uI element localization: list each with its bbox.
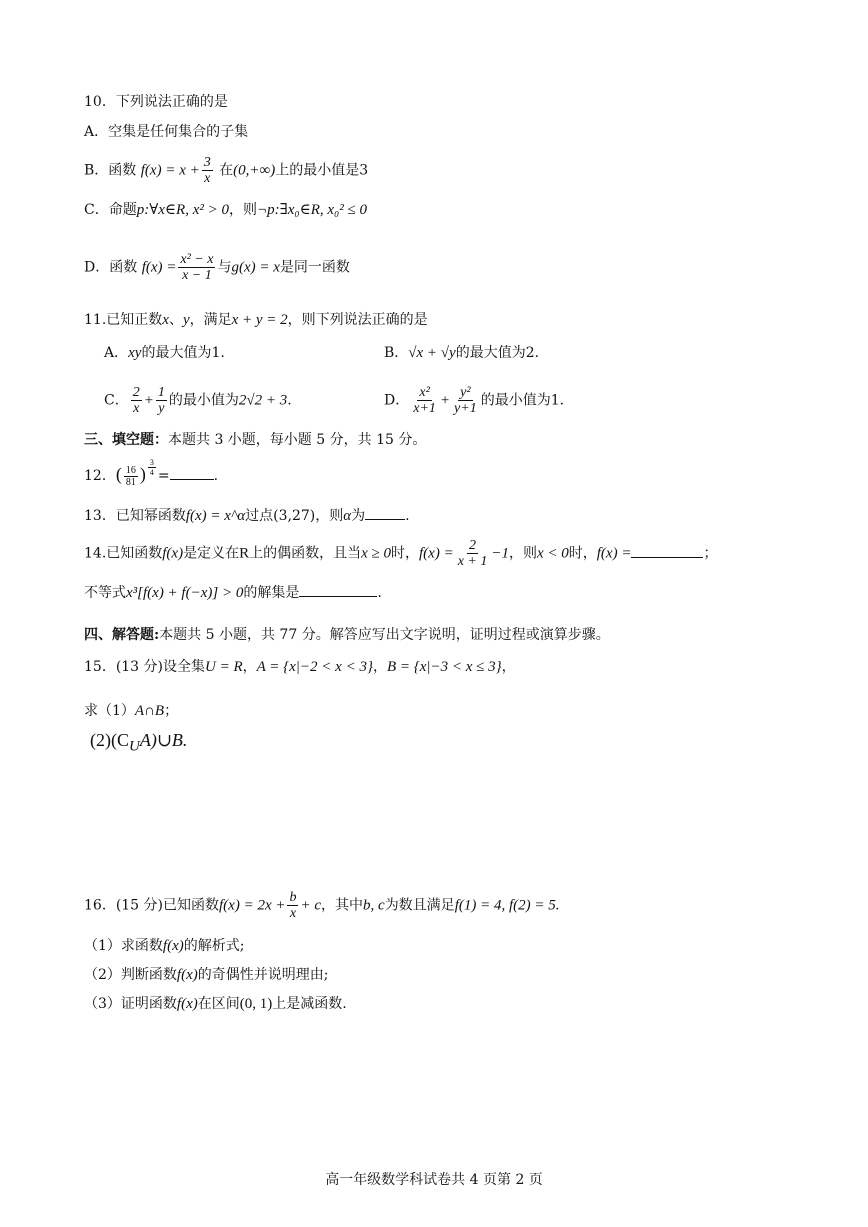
q16-function: f(x) = 2x + [219, 897, 286, 914]
q10-b-frac-den: x [204, 171, 211, 186]
q14-mid4: ，则 [508, 545, 537, 562]
q15-universe: U = R [205, 659, 243, 675]
q11-d-text: 的最小值为1. [480, 392, 565, 409]
q10-option-d [84, 252, 350, 283]
q16-plus-c: + c [300, 897, 322, 914]
q10-stem: 10．下列说法正确的是 [84, 94, 228, 110]
q12-base-den: 81 [125, 476, 136, 488]
q12-equals: = [157, 468, 170, 484]
q11-option-c [104, 385, 292, 416]
q12-end: . [213, 468, 219, 484]
q16-i3-pre: （3）证明函数 [84, 996, 177, 1012]
section-4-title: 四、解答题: [84, 627, 160, 643]
q15-sep: ， [242, 659, 257, 675]
q11-b-label: B． [384, 345, 409, 361]
q10-b-frac-num: 3 [203, 155, 211, 170]
q15-prefix: 15．(13 分)设全集 [84, 659, 206, 675]
q11-c-frac2-num: 1 [157, 385, 165, 400]
section-3-desc: 本题共 3 小题，每小题 5 分，共 15 分。 [168, 432, 427, 448]
q12: 12．( $\frac{16}{81}$ ) $\frac{3}{4}$ = . [84, 458, 219, 488]
q10-b-interval: (0,+∞) [233, 162, 276, 179]
q10-c-negation: ¬p:∃x₀∈R, x₀² ≤ 0 [256, 202, 367, 218]
q16-mid2: 为数且满足 [384, 897, 455, 914]
q11-option-a [104, 343, 225, 363]
q16-i2-post: 的奇偶性并说明理由; [197, 967, 329, 983]
q12-prefix: 12． [84, 468, 116, 484]
q11-option-b [384, 343, 539, 363]
q13-alpha: α [343, 508, 352, 524]
q14-fx: f(x) [162, 545, 184, 562]
q15-part1-expr: A∩B [134, 703, 165, 719]
q16-condition: f(1) = 4, f(2) = 5. [454, 897, 560, 914]
section-3-title: 三、填空题： [84, 432, 168, 448]
q16-i1-pre: （1）求函数 [84, 938, 163, 954]
q11-a-expr: xy [128, 345, 142, 361]
q15-part2-open: (2)(C [90, 730, 129, 750]
q14-fx3: f(x) = [596, 545, 632, 562]
q10-d-function: f(x) = [141, 259, 177, 276]
q12-base [124, 465, 138, 488]
q11-c-frac1-den: x [133, 401, 140, 416]
q16-i1-post: 的解析式; [183, 938, 245, 954]
q11-c-end: . [287, 392, 292, 409]
q15-set-a: A = {x|−2 < x < 3} [256, 659, 373, 675]
q14-fraction [456, 538, 490, 569]
q16-stem [84, 890, 560, 921]
q10-b-fraction [202, 155, 213, 186]
q11-c-label: C． [104, 392, 129, 409]
q14-line2-post: 的解集是 [243, 585, 300, 601]
section-4-heading [84, 625, 610, 645]
q16-item-2 [84, 965, 328, 985]
q15-part-1 [84, 701, 178, 721]
q11-d-plus: + [439, 392, 451, 409]
q11-c-plus: + [143, 392, 154, 409]
q16-prefix: 16．(15 分)已知函数 [84, 897, 220, 914]
q16-bc: b, c [363, 897, 385, 914]
q12-exp-den: 4 [149, 468, 154, 477]
q14-cond: x ≥ 0 [361, 545, 391, 562]
q15-part2-sub: U [129, 738, 140, 755]
q11-c-frac1-num: 2 [132, 385, 140, 400]
q11-option-d [384, 385, 564, 416]
q11-c-frac1 [131, 385, 142, 416]
q11-stem-pre: 11.已知正数 [84, 312, 163, 328]
q14-fx2: f(x) = [419, 545, 454, 562]
q13 [84, 505, 410, 526]
q14-mid3: 时， [391, 545, 419, 562]
q11-d-frac2 [452, 385, 479, 416]
q11-d-frac1 [411, 385, 438, 416]
q11-d-frac2-den: y+1 [454, 401, 477, 416]
q15-sep2: ， [372, 659, 387, 675]
q16-i3-fx: f(x) [176, 996, 198, 1012]
q12-exponent [148, 458, 156, 477]
q12-exp-num: 3 [149, 458, 154, 467]
q10-d-fraction [178, 252, 215, 283]
q10-c-prefix: C．命题 [84, 202, 137, 218]
q11-d-label: D． [384, 392, 410, 409]
q10-option-b [84, 155, 368, 186]
q14-answer-blank-2[interactable] [299, 582, 377, 597]
q11-b-text: 的最大值为2. [455, 345, 540, 361]
q14-R: R [239, 545, 250, 562]
q14-mid1: 是定义在 [183, 545, 240, 562]
q16-fraction [287, 890, 298, 921]
q11-d-frac1-num: x² [419, 385, 430, 400]
q14-minus: −1 [491, 545, 509, 562]
q15-ask: 求（1） [84, 703, 135, 719]
q15-part2-rest: A)∪B. [139, 730, 188, 750]
q14-answer-blank-1[interactable] [631, 543, 703, 558]
q14-end: ； [703, 545, 718, 562]
q11-c-frac2-den: y [158, 401, 165, 416]
q13-function: f(x) = x^α [185, 508, 246, 524]
q12-answer-blank[interactable] [170, 465, 214, 480]
q16-i3-mid: 在区间 [197, 996, 240, 1012]
q16-i2-pre: （2）判断函数 [84, 967, 177, 983]
q13-post: 为 [351, 508, 366, 524]
q10-d-prefix: D．函数 [84, 259, 142, 276]
section-4-desc: 本题共 5 小题，共 77 分。解答应写出文字说明，证明过程或演算步骤。 [159, 627, 610, 643]
q13-end: . [405, 508, 410, 524]
q16-frac-den: x [289, 906, 297, 921]
q16-i1-fx: f(x) [162, 938, 184, 954]
q11-stem [84, 310, 428, 330]
q12-base-num: 16 [125, 464, 136, 476]
q14-cond2: x < 0 [536, 545, 569, 562]
q15-stem [84, 657, 516, 677]
q16-mid: ，其中 [321, 897, 364, 914]
q11-stem-post: ，则下列说法正确的是 [287, 312, 428, 328]
q10-d-frac-den: x − 1 [182, 268, 212, 283]
q10-option-c [84, 200, 367, 220]
q16-frac-num: b [289, 890, 297, 905]
q11-c-text: 的最小值为 [168, 392, 239, 409]
q16-item-3 [84, 994, 347, 1014]
q14-inequality: x³[f(x) + f(−x)] > 0 [126, 585, 244, 601]
q14-line-1 [84, 538, 717, 569]
q11-stem-x: x [162, 312, 169, 328]
q10-b-post: 上的最小值是3 [275, 162, 369, 179]
q10-c-mid: ，则 [228, 202, 257, 218]
q15-part1-end: ； [164, 703, 179, 719]
q14-prefix: 14.已知函数 [84, 545, 163, 562]
q10-b-mid: 在 [214, 162, 234, 179]
q15-part-2 [90, 730, 187, 757]
q11-a-label: A． [104, 345, 129, 361]
q10-option-a: A．空集是任何集合的子集 [84, 124, 249, 140]
q11-c-value: 2√2 + 3 [238, 392, 288, 409]
q10-d-gx: g(x) = x [231, 259, 280, 276]
page-footer: 高一年级数学科试卷共 4 页第 2 页 [325, 1172, 543, 1188]
q11-a-text: 的最大值为1. [141, 345, 225, 361]
q15-end: ， [501, 659, 516, 675]
q16-item-1 [84, 936, 244, 956]
q10-b-function: f(x) = x + [140, 162, 200, 179]
q11-b-expr: √x + √y [408, 345, 456, 361]
q14-frac-num: 2 [469, 538, 477, 553]
section-3-heading [84, 430, 426, 450]
q10-b-prefix: B．函数 [84, 162, 141, 179]
q14-mid2: 上的偶函数，且当 [249, 545, 362, 562]
q10-d-mid: 与 [217, 259, 232, 276]
q11-stem-mid: ，满足 [189, 312, 232, 328]
q11-d-frac2-num: y² [460, 385, 471, 400]
q15-set-b: B = {x|−3 < x ≤ 3} [386, 659, 502, 675]
q14-line2-end: . [377, 585, 382, 601]
q13-prefix: 13．已知幂函数 [84, 508, 186, 524]
q13-mid: 过点(3,27)，则 [245, 508, 344, 524]
q16-i3-interval: (0, 1) [239, 996, 273, 1012]
q11-stem-equation: x + y = 2 [231, 312, 288, 328]
q10-c-proposition: p:∀x∈R, x² > 0 [136, 202, 229, 218]
q11-c-frac2 [156, 385, 167, 416]
q13-answer-blank[interactable] [365, 505, 405, 520]
q11-stem-sep: 、 [168, 312, 183, 328]
q11-stem-y: y [182, 312, 190, 328]
q14-line-2 [84, 582, 382, 603]
q10-d-frac-num: x² − x [180, 252, 214, 267]
q10-d-post: 是同一函数 [279, 259, 350, 276]
q14-mid5: 时， [568, 545, 597, 562]
q11-d-frac1-den: x+1 [413, 401, 436, 416]
q16-i2-fx: f(x) [176, 967, 198, 983]
q14-frac-den: x + 1 [457, 554, 488, 569]
q16-i3-post: 上是减函数. [272, 996, 347, 1012]
q14-line2-pre: 不等式 [84, 585, 126, 601]
